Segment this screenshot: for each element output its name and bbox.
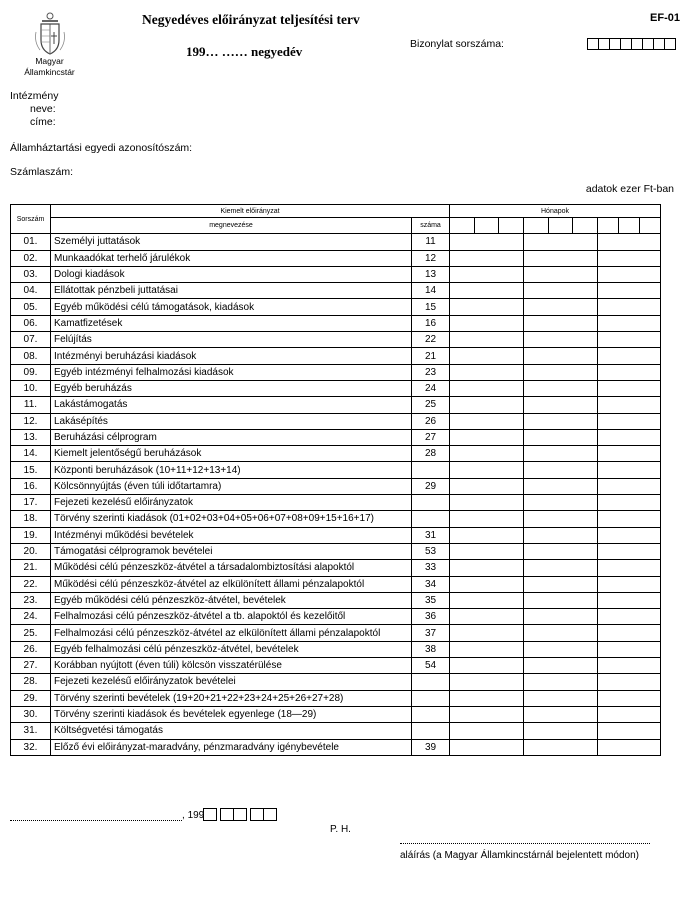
row-code: 39: [412, 739, 450, 755]
coat-of-arms-icon: [30, 10, 70, 58]
row-name: Felhalmozási célú pénzeszköz-átvétel a tb. alapoktól és kezelőitől: [51, 609, 412, 625]
document-number-label: Bizonylat sorszáma:: [410, 38, 504, 50]
month-2-cell[interactable]: [524, 560, 598, 576]
month-3-cell[interactable]: [598, 397, 661, 413]
row-name: Fejezeti kezelésű előirányzatok bevételei: [51, 674, 412, 690]
year-box[interactable]: [203, 808, 217, 821]
month-2-cell[interactable]: [524, 413, 598, 429]
row-name: Intézményi beruházási kiadások: [51, 348, 412, 364]
month-3-cell[interactable]: [598, 511, 661, 527]
table-row: [11, 609, 661, 625]
month-2-cell[interactable]: [524, 625, 598, 641]
row-name: Ellátottak pénzbeli juttatásai: [51, 283, 412, 299]
table-row: [11, 234, 661, 250]
row-code: 38: [412, 641, 450, 657]
row-name: Munkaadókat terhelő járulékok: [51, 250, 412, 266]
month-1-cell[interactable]: [450, 462, 524, 478]
table-row: [11, 478, 661, 494]
row-name: Egyéb beruházás: [51, 380, 412, 396]
month-1-cell[interactable]: [450, 495, 524, 511]
row-code: 33: [412, 560, 450, 576]
month-1-cell[interactable]: [450, 250, 524, 266]
month-2-cell[interactable]: [524, 706, 598, 722]
row-serial: 13.: [11, 429, 51, 445]
row-name: Személyi juttatások: [51, 234, 412, 250]
stamp-label: P. H.: [330, 824, 351, 835]
date-line: , 199: [10, 808, 277, 821]
month-3-cell[interactable]: [598, 283, 661, 299]
month-1-cell[interactable]: [450, 429, 524, 445]
row-code: 54: [412, 658, 450, 674]
row-name: Egyéb működési célú támogatások, kiadások: [51, 299, 412, 315]
table-row: [11, 283, 661, 299]
month-3-cell[interactable]: [598, 625, 661, 641]
month-3-cell[interactable]: [598, 266, 661, 282]
row-code: 34: [412, 576, 450, 592]
table-row: [11, 706, 661, 722]
row-code: 25: [412, 397, 450, 413]
month-3-cell[interactable]: [598, 495, 661, 511]
header-code: száma: [412, 218, 450, 234]
row-serial: 22.: [11, 576, 51, 592]
month-3-cell[interactable]: [598, 576, 661, 592]
form-code: EF-01: [650, 12, 680, 24]
row-code: 29: [412, 478, 450, 494]
table-row: [11, 429, 661, 445]
table-row: [11, 560, 661, 576]
row-name: Törvény szerinti kiadások (01+02+03+04+05+06+07+08+09+15+16+17): [51, 511, 412, 527]
row-serial: 19.: [11, 527, 51, 543]
row-serial: 10.: [11, 380, 51, 396]
month-1-cell[interactable]: [450, 315, 524, 331]
row-code: 37: [412, 625, 450, 641]
month-2-cell[interactable]: [524, 641, 598, 657]
row-name: Intézményi működési bevételek: [51, 527, 412, 543]
budget-table: [10, 204, 661, 756]
month-1-cell[interactable]: [450, 234, 524, 250]
month-1-cell[interactable]: [450, 348, 524, 364]
day-box-2[interactable]: [263, 808, 277, 821]
table-row: [11, 674, 661, 690]
row-serial: 23.: [11, 592, 51, 608]
row-serial: 26.: [11, 641, 51, 657]
row-serial: 28.: [11, 674, 51, 690]
row-serial: 16.: [11, 478, 51, 494]
month-box-2[interactable]: [233, 808, 247, 821]
row-serial: 20.: [11, 543, 51, 559]
table-row: [11, 364, 661, 380]
month-3-cell[interactable]: [598, 609, 661, 625]
row-name: Kamatfizetések: [51, 315, 412, 331]
table-row: [11, 299, 661, 315]
row-name: Előző évi előirányzat-maradvány, pénzmaradvány igénybevétele: [51, 739, 412, 755]
month-1-cell[interactable]: [450, 283, 524, 299]
institution-name-label: neve:: [30, 103, 56, 115]
month-2-cell[interactable]: [524, 234, 598, 250]
row-serial: 29.: [11, 690, 51, 706]
month-2-cell[interactable]: [524, 658, 598, 674]
row-code: 22: [412, 332, 450, 348]
row-name: Felhalmozási célú pénzeszköz-átvétel az elkülönített állami pénzalapoktól: [51, 625, 412, 641]
table-row: [11, 413, 661, 429]
row-name: Korábban nyújtott (éven túli) kölcsön visszatérülése: [51, 658, 412, 674]
row-code: 13: [412, 266, 450, 282]
header-months: Hónapok: [450, 205, 661, 218]
table-row: [11, 739, 661, 755]
month-box-1[interactable]: [220, 808, 234, 821]
table-row: [11, 511, 661, 527]
month-1-cell[interactable]: [450, 609, 524, 625]
account-number-label: Számlaszám:: [10, 166, 74, 178]
month-2-cell[interactable]: [524, 315, 598, 331]
table-row: [11, 658, 661, 674]
table-row: [11, 625, 661, 641]
row-code: 23: [412, 364, 450, 380]
table-row: [11, 348, 661, 364]
row-code: 31: [412, 527, 450, 543]
row-name: Működési célú pénzeszköz-átvétel a társadalombiztosítási alapoktól: [51, 560, 412, 576]
row-serial: 15.: [11, 462, 51, 478]
row-name: Törvény szerinti kiadások és bevételek egyenlege (18—29): [51, 706, 412, 722]
row-name: Törvény szerinti bevételek (19+20+21+22+23+24+25+26+27+28): [51, 690, 412, 706]
row-code: 53: [412, 543, 450, 559]
row-code: [412, 723, 450, 739]
row-serial: 07.: [11, 332, 51, 348]
row-serial: 24.: [11, 609, 51, 625]
month-3-cell[interactable]: [598, 658, 661, 674]
month-3-cell[interactable]: [598, 543, 661, 559]
month-2-cell[interactable]: [524, 332, 598, 348]
month-3-cell[interactable]: [598, 723, 661, 739]
table-row: [11, 527, 661, 543]
table-row: [11, 592, 661, 608]
table-row: [11, 250, 661, 266]
month-2-cell[interactable]: [524, 609, 598, 625]
month-3-cell[interactable]: [598, 364, 661, 380]
month-2-cell[interactable]: [524, 543, 598, 559]
month-3-cell[interactable]: [598, 478, 661, 494]
month-3-cell[interactable]: [598, 560, 661, 576]
table-row: [11, 446, 661, 462]
month-2-cell[interactable]: [524, 283, 598, 299]
row-code: 21: [412, 348, 450, 364]
table-row: [11, 543, 661, 559]
row-name: Lakásépítés: [51, 413, 412, 429]
table-row: [11, 641, 661, 657]
row-code: 26: [412, 413, 450, 429]
month-1-cell[interactable]: [450, 690, 524, 706]
row-code: 14: [412, 283, 450, 299]
month-1-cell[interactable]: [450, 576, 524, 592]
row-code: [412, 674, 450, 690]
month-2-cell[interactable]: [524, 250, 598, 266]
row-name: Felújítás: [51, 332, 412, 348]
month-1-boxes[interactable]: [450, 218, 524, 234]
units-note: adatok ezer Ft-ban: [585, 183, 674, 195]
form-title: Negyedéves előirányzat teljesítési terv: [142, 12, 360, 27]
row-serial: 17.: [11, 495, 51, 511]
row-code: [412, 511, 450, 527]
month-1-cell[interactable]: [450, 511, 524, 527]
month-3-cell[interactable]: [598, 690, 661, 706]
month-1-cell[interactable]: [450, 380, 524, 396]
signature-label: aláírás (a Magyar Államkincstárnál bejelentett módon): [400, 850, 639, 861]
month-2-cell[interactable]: [524, 576, 598, 592]
month-2-cell[interactable]: [524, 429, 598, 445]
month-3-cell[interactable]: [598, 332, 661, 348]
month-1-cell[interactable]: [450, 266, 524, 282]
row-serial: 27.: [11, 658, 51, 674]
row-code: 11: [412, 234, 450, 250]
row-name: Lakástámogatás: [51, 397, 412, 413]
row-serial: 02.: [11, 250, 51, 266]
row-serial: 25.: [11, 625, 51, 641]
month-3-cell[interactable]: [598, 592, 661, 608]
table-row: [11, 380, 661, 396]
row-code: 12: [412, 250, 450, 266]
month-2-cell[interactable]: [524, 348, 598, 364]
row-serial: 30.: [11, 706, 51, 722]
row-code: [412, 690, 450, 706]
row-name: Költségvetési támogatás: [51, 723, 412, 739]
month-2-cell[interactable]: [524, 446, 598, 462]
table-row: [11, 576, 661, 592]
row-name: Dologi kiadások: [51, 266, 412, 282]
month-2-cell[interactable]: [524, 478, 598, 494]
month-3-cell[interactable]: [598, 706, 661, 722]
month-2-cell[interactable]: [524, 462, 598, 478]
month-1-cell[interactable]: [450, 478, 524, 494]
row-name: Fejezeti kezelésű előirányzatok: [51, 495, 412, 511]
institution-address-label: címe:: [30, 116, 56, 128]
month-3-cell[interactable]: [598, 348, 661, 364]
row-serial: 31.: [11, 723, 51, 739]
row-name: Egyéb intézményi felhalmozási kiadások: [51, 364, 412, 380]
month-2-cell[interactable]: [524, 527, 598, 543]
row-code: [412, 706, 450, 722]
row-name: Központi beruházások (10+11+12+13+14): [51, 462, 412, 478]
quarter-title: 199… …… negyedév: [186, 44, 303, 59]
table-row: [11, 266, 661, 282]
row-serial: 32.: [11, 739, 51, 755]
row-serial: 11.: [11, 397, 51, 413]
row-name: Kiemelt jelentőségű beruházások: [51, 446, 412, 462]
row-code: [412, 462, 450, 478]
month-3-cell[interactable]: [598, 739, 661, 755]
month-2-cell[interactable]: [524, 690, 598, 706]
month-2-cell[interactable]: [524, 380, 598, 396]
row-serial: 04.: [11, 283, 51, 299]
row-name: Működési célú pénzeszköz-átvétel az elkülönített állami pénzalapoktól: [51, 576, 412, 592]
table-row: [11, 462, 661, 478]
budget-id-label: Államháztartási egyedi azonosítószám:: [10, 142, 193, 154]
row-code: 16: [412, 315, 450, 331]
month-1-cell[interactable]: [450, 641, 524, 657]
row-serial: 14.: [11, 446, 51, 462]
row-name: Beruházási célprogram: [51, 429, 412, 445]
table-row: [11, 690, 661, 706]
row-name: Támogatási célprogramok bevételei: [51, 543, 412, 559]
month-3-cell[interactable]: [598, 527, 661, 543]
month-1-cell[interactable]: [450, 543, 524, 559]
month-3-cell[interactable]: [598, 462, 661, 478]
month-2-boxes[interactable]: [524, 218, 598, 234]
row-code: 28: [412, 446, 450, 462]
row-code: [412, 495, 450, 511]
table-row: [11, 397, 661, 413]
month-1-cell[interactable]: [450, 413, 524, 429]
month-3-cell[interactable]: [598, 380, 661, 396]
row-serial: 21.: [11, 560, 51, 576]
month-2-cell[interactable]: [524, 266, 598, 282]
month-2-cell[interactable]: [524, 739, 598, 755]
month-2-cell[interactable]: [524, 299, 598, 315]
month-1-cell[interactable]: [450, 397, 524, 413]
row-name: Egyéb működési célú pénzeszköz-átvétel, bevételek: [51, 592, 412, 608]
month-1-cell[interactable]: [450, 658, 524, 674]
row-code: 27: [412, 429, 450, 445]
row-code: 36: [412, 609, 450, 625]
row-serial: 05.: [11, 299, 51, 315]
month-3-cell[interactable]: [598, 299, 661, 315]
month-1-cell[interactable]: [450, 364, 524, 380]
row-serial: 18.: [11, 511, 51, 527]
month-3-boxes[interactable]: [598, 218, 661, 234]
month-2-cell[interactable]: [524, 592, 598, 608]
date-prefix: 199: [187, 810, 205, 821]
month-2-cell[interactable]: [524, 723, 598, 739]
month-2-cell[interactable]: [524, 511, 598, 527]
header-group: Kiemelt előirányzat: [51, 205, 450, 218]
month-1-cell[interactable]: [450, 560, 524, 576]
month-1-cell[interactable]: [450, 625, 524, 641]
month-3-cell[interactable]: [598, 674, 661, 690]
table-row: [11, 723, 661, 739]
month-3-cell[interactable]: [598, 234, 661, 250]
month-3-cell[interactable]: [598, 446, 661, 462]
month-3-cell[interactable]: [598, 413, 661, 429]
month-1-cell[interactable]: [450, 706, 524, 722]
row-code: 24: [412, 380, 450, 396]
row-name: Egyéb felhalmozási célú pénzeszköz-átvétel, bevételek: [51, 641, 412, 657]
month-1-cell[interactable]: [450, 723, 524, 739]
row-code: 35: [412, 592, 450, 608]
month-2-cell[interactable]: [524, 495, 598, 511]
signature-line[interactable]: [400, 843, 650, 844]
month-2-cell[interactable]: [524, 364, 598, 380]
row-serial: 09.: [11, 364, 51, 380]
month-3-cell[interactable]: [598, 641, 661, 657]
month-2-cell[interactable]: [524, 674, 598, 690]
month-1-cell[interactable]: [450, 674, 524, 690]
table-row: [11, 315, 661, 331]
document-number-boxes[interactable]: [588, 38, 676, 50]
month-3-cell[interactable]: [598, 429, 661, 445]
month-3-cell[interactable]: [598, 250, 661, 266]
logo-text: Magyar Államkincstár: [24, 56, 75, 77]
month-1-cell[interactable]: [450, 446, 524, 462]
table-row: [11, 495, 661, 511]
institution-label: Intézmény: [10, 90, 59, 102]
month-1-cell[interactable]: [450, 592, 524, 608]
header-name: megnevezése: [51, 218, 412, 234]
month-1-cell[interactable]: [450, 332, 524, 348]
month-2-cell[interactable]: [524, 397, 598, 413]
month-3-cell[interactable]: [598, 315, 661, 331]
row-serial: 06.: [11, 315, 51, 331]
row-name: Kölcsönnyújtás (éven túli időtartamra): [51, 478, 412, 494]
month-1-cell[interactable]: [450, 527, 524, 543]
header-serial: Sorszám: [11, 205, 51, 234]
row-serial: 01.: [11, 234, 51, 250]
month-1-cell[interactable]: [450, 739, 524, 755]
table-row: [11, 332, 661, 348]
row-serial: 08.: [11, 348, 51, 364]
row-serial: 12.: [11, 413, 51, 429]
month-1-cell[interactable]: [450, 299, 524, 315]
row-code: 15: [412, 299, 450, 315]
day-box-1[interactable]: [250, 808, 264, 821]
row-serial: 03.: [11, 266, 51, 282]
